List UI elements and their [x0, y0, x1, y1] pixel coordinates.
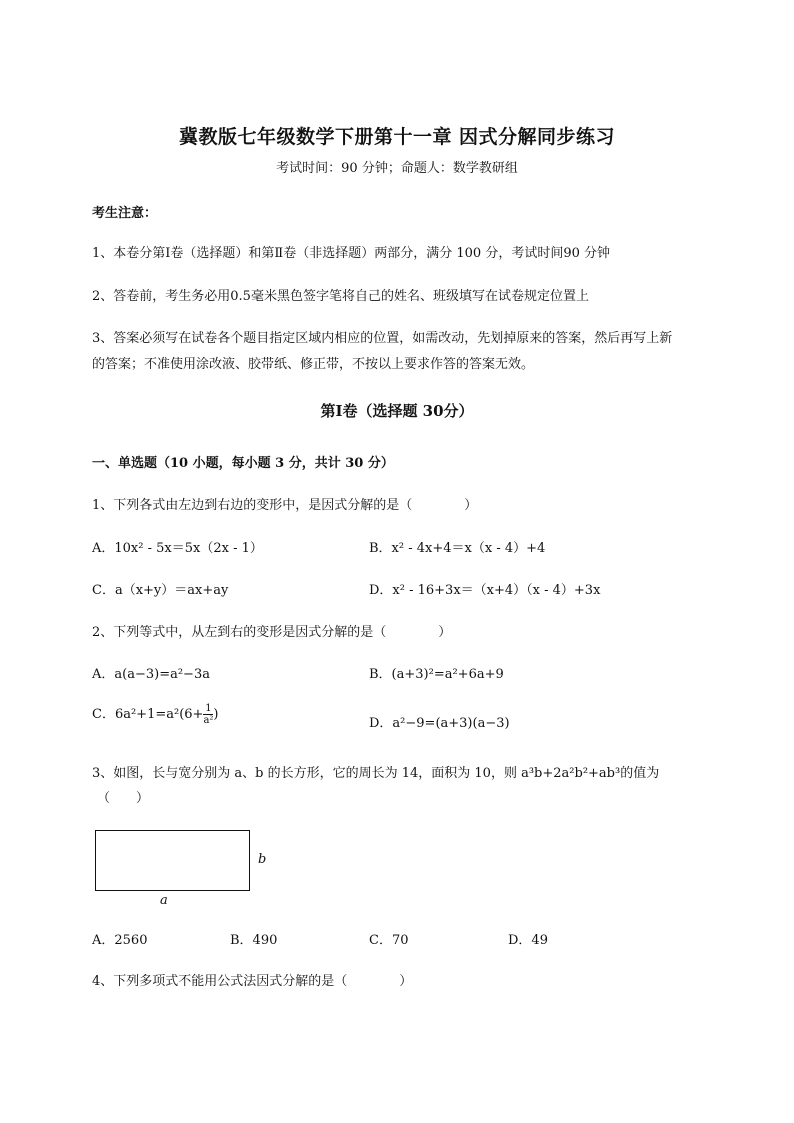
- note-item: 1、本卷分第Ⅰ卷（选择题）和第Ⅱ卷（非选择题）两部分，满分 100 分，考试时间90 分钟: [92, 246, 610, 261]
- fraction-denominator: a²: [203, 715, 214, 726]
- question-3-option-d: D．49: [508, 933, 548, 948]
- question-2-option-d: D．a²−9=(a+3)(a−3): [369, 716, 510, 731]
- question-3-stem: 3、如图，长与宽分别为 a、b 的长方形，它的周长为 14，面积为 10，则 a³b+2a²b²+ab³的值为: [92, 766, 660, 781]
- page-title: 冀教版七年级数学下册第十一章 因式分解同步练习: [178, 126, 616, 148]
- question-1-option-d: D．x² - 16+3x＝（x+4）（x - 4）+3x: [369, 583, 601, 598]
- question-3-option-c: C．70: [369, 933, 409, 948]
- question-2-stem: 2、下列等式中，从左到右的变形是因式分解的是（ ）: [92, 625, 452, 640]
- question-2-option-b: B．(a+3)²=a²+6a+9: [369, 667, 504, 682]
- question-3-option-a: A．2560: [92, 933, 148, 948]
- question-3-option-b: B．490: [230, 933, 278, 948]
- question-4-stem: 4、下列多项式不能用公式法因式分解的是（ ）: [92, 974, 413, 989]
- question-1-option-a: A．10x² - 5x＝5x（2x - 1）: [92, 541, 263, 556]
- exam-info: 考试时间：90 分钟；命题人：数学教研组: [276, 161, 518, 176]
- option-c-suffix: ): [213, 707, 219, 722]
- option-c-prefix: C．6a²+1=a²(6+: [92, 707, 204, 722]
- question-2-option-a: A．a(a−3)=a²−3a: [92, 667, 210, 682]
- figure-label-a: a: [160, 893, 168, 908]
- question-1-option-b: B．x² - 4x+4＝x（x - 4）+4: [369, 541, 546, 556]
- part-heading: 一、单选题（10 小题，每小题 3 分，共计 30 分）: [92, 456, 394, 471]
- note-item: 3、答案必须写在试卷各个题目指定区域内相应的位置，如需改动，先划掉原来的答案，然后再写上新: [92, 331, 673, 346]
- question-1-stem: 1、下列各式由左边到右边的变形中，是因式分解的是（ ）: [92, 498, 478, 513]
- question-2-option-c: [92, 703, 219, 726]
- note-item: 2、答卷前，考生务必用0.5毫米黑色签字笔将自己的姓名、班级填写在试卷规定位置上: [92, 289, 589, 304]
- figure-label-b: b: [258, 852, 267, 867]
- section-title: 第Ⅰ卷（选择题 30分）: [320, 402, 474, 420]
- note-item: 的答案；不准使用涂改液、胶带纸、修正带，不按以上要求作答的答案无效。: [92, 357, 535, 372]
- notes-heading: 考生注意：: [92, 206, 158, 221]
- fraction: [203, 703, 213, 726]
- question-1-option-c: C．a（x+y）＝ax+ay: [92, 583, 229, 598]
- question-3-stem-cont: （ ）: [97, 791, 150, 806]
- rectangle-figure: [95, 830, 250, 891]
- fraction-numerator: 1: [205, 703, 212, 714]
